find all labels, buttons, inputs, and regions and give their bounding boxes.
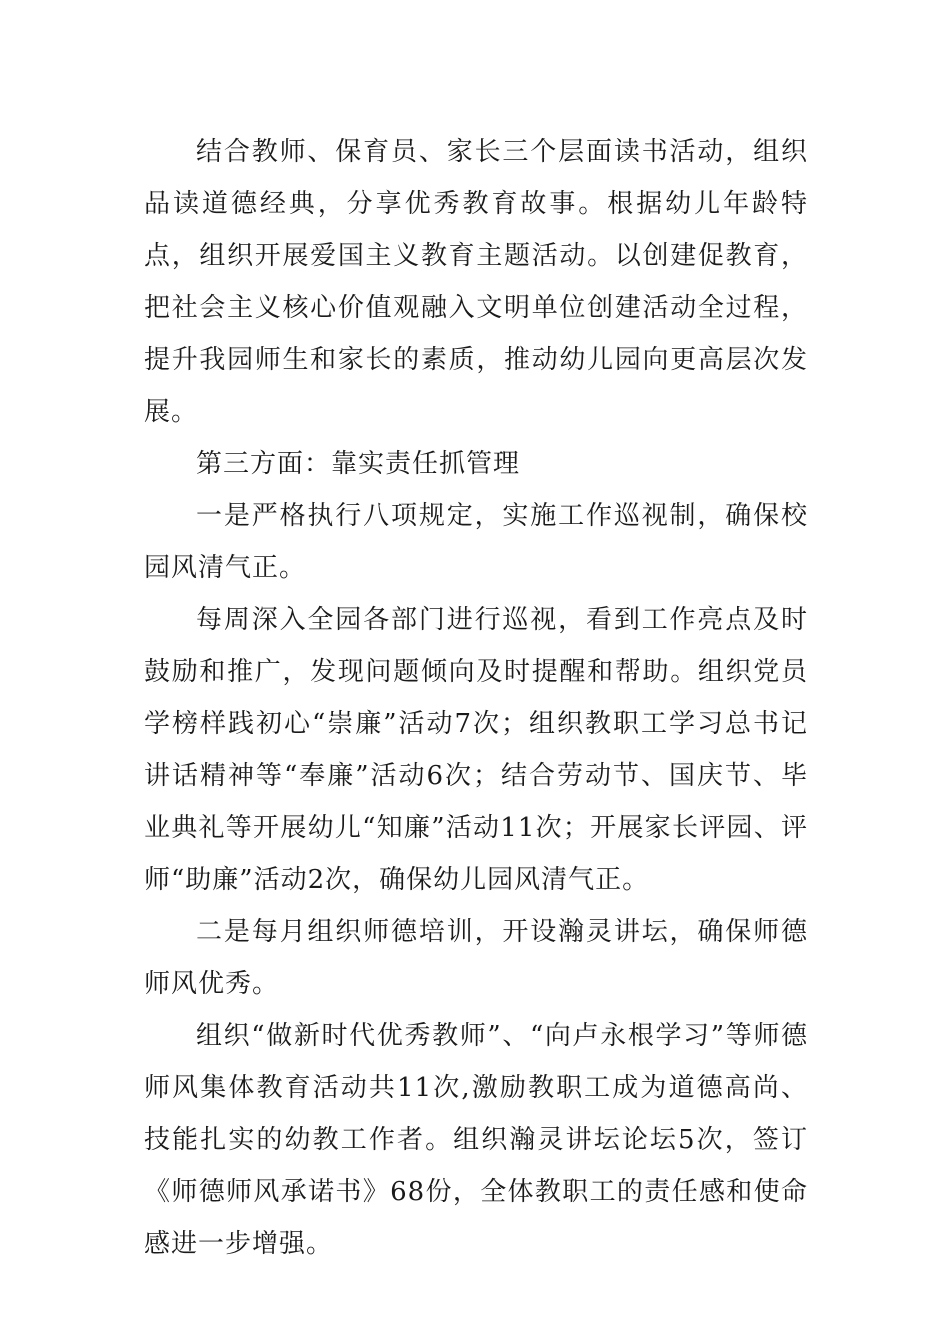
paragraph-eight-rules: 一是严格执行八项规定，实施工作巡视制，确保校园风清气正。	[144, 501, 808, 583]
section-heading-management: 第三方面：靠实责任抓管理	[196, 449, 521, 479]
document-body	[144, 126, 808, 1270]
paragraph-monthly-training: 二是每月组织师德培训，开设瀚灵讲坛，确保师德师风优秀。	[144, 917, 808, 999]
paragraph-teacher-ethics: 组织“做新时代优秀教师”、“向卢永根学习”等师德师风集体教育活动共11次,激励教职工成为道德高尚、技能扎实的幼教工作者。组织瀚灵讲坛论坛5次，签订《师德师风承诺书》68份，全体教职工的责任感和使命感进一步增强。	[144, 1021, 808, 1259]
paragraph-weekly-inspection: 每周深入全园各部门进行巡视，看到工作亮点及时鼓励和推广，发现问题倾向及时提醒和帮助。组织党员学榜样践初心“崇廉”活动7次；组织教职工学习总书记讲话精神等“奉廉”活动6次；结合劳动节、国庆节、毕业典礼等开展幼儿“知廉”活动11次；开展家长评园、评师“助廉”活动2次，确保幼儿园风清气正。	[144, 605, 808, 895]
paragraph-reading-activities: 结合教师、保育员、家长三个层面读书活动，组织品读道德经典，分享优秀教育故事。根据幼儿年龄特点，组织开展爱国主义教育主题活动。以创建促教育，把社会主义核心价值观融入文明单位创建活动全过程，提升我园师生和家长的素质，推动幼儿园向更高层次发展。	[144, 137, 808, 427]
